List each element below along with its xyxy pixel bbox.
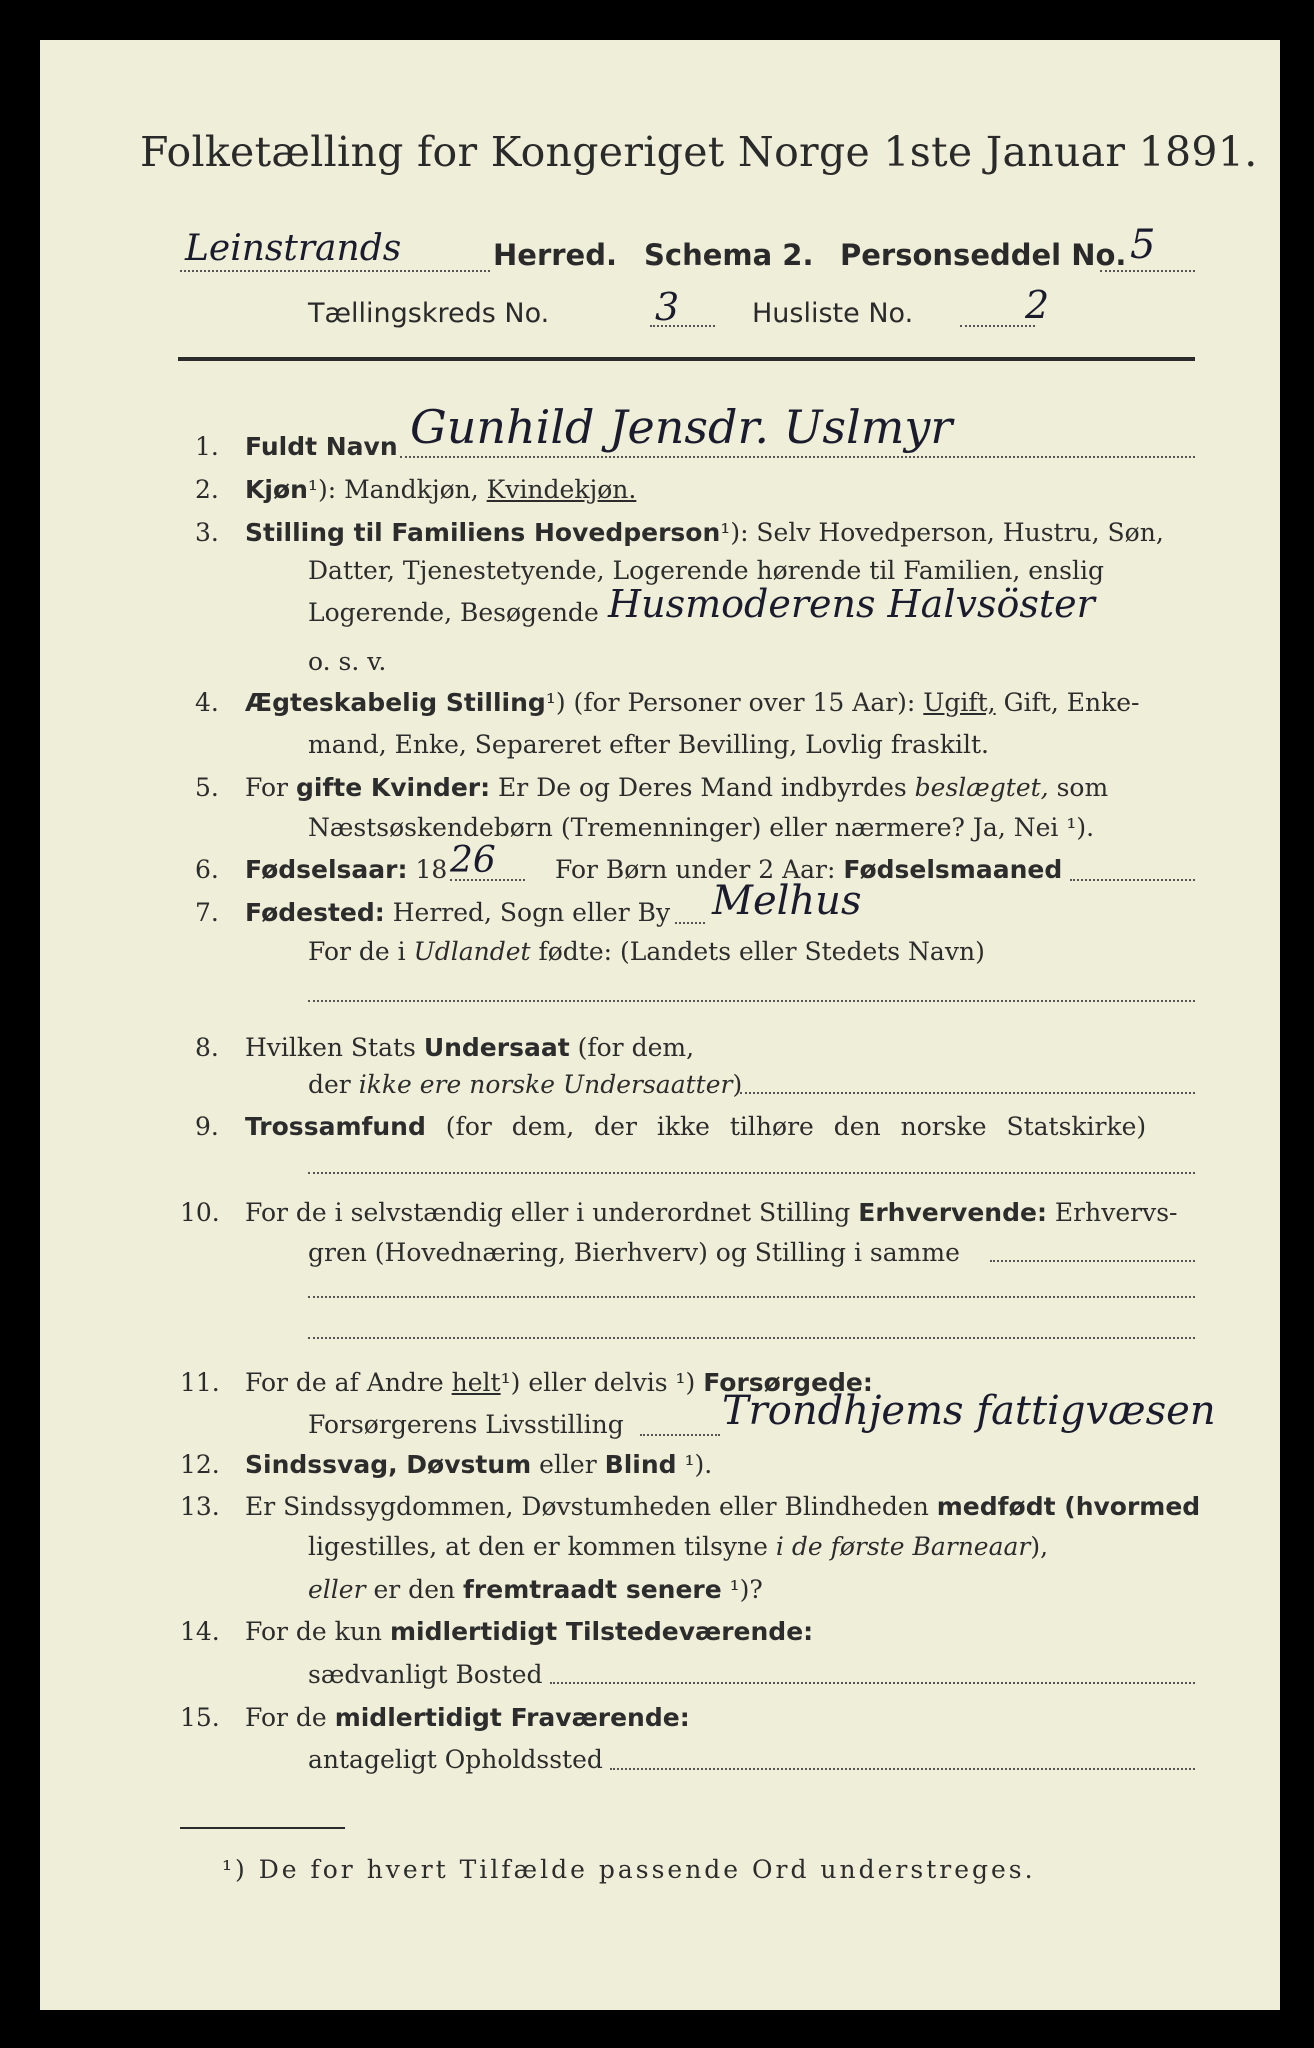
full-name-value: Gunhild Jensdr. Uslmyr	[410, 400, 953, 454]
family-position-line1: Stilling til Familiens Hovedperson¹): Selv Hovedperson, Hustru, Søn,	[245, 518, 1164, 547]
temporary-present-line1: For de kun midlertidigt Tilstedeværende:	[245, 1617, 814, 1646]
citizenship-line1: Hvilken Stats Undersaat (for dem,	[245, 1033, 695, 1062]
item-number: 8.	[195, 1033, 219, 1062]
marital-unmarried-option: Ugift,	[923, 688, 996, 717]
disability-onset-line1: Er Sindssygdommen, Døvstumheden eller Blindheden medfødt (hvormed	[245, 1492, 1201, 1521]
item-number: 1.	[195, 432, 219, 461]
footnote-divider	[180, 1827, 345, 1829]
item-number: 6.	[195, 855, 219, 884]
item-number: 10.	[180, 1198, 220, 1227]
item-number: 3.	[195, 518, 219, 547]
citizenship-line2: der ikke ere norske Undersaatter)	[308, 1070, 743, 1099]
marital-status-line1: Ægteskabelig Stilling¹) (for Personer over 15 Aar): Ugift, Gift, Enke-	[245, 688, 1140, 717]
husliste-value: 2	[1025, 283, 1050, 327]
occupation-line2: gren (Hovednæring, Bierhverv) og Stilling i samme	[308, 1238, 960, 1267]
married-women-line2: Næstsøskendebørn (Tremenninger) eller nærmere? Ja, Nei ¹).	[308, 813, 1095, 842]
birth-year-line: Fødselsaar: 18	[245, 855, 448, 884]
schema-label: Schema 2.	[644, 238, 814, 272]
item-number: 13.	[180, 1492, 220, 1521]
personseddel-value: 5	[1130, 222, 1156, 268]
gender-female-option: Kvindekjøn.	[486, 475, 637, 504]
birth-year-value: 26	[450, 840, 496, 881]
birthplace-line2: For de i Udlandet fødte: (Landets eller Stedets Navn)	[308, 937, 985, 966]
full-name-label: Fuldt Navn	[245, 432, 398, 461]
herred-label: Herred.	[493, 238, 617, 272]
temporary-absent-line2: antageligt Opholdssted	[308, 1745, 603, 1774]
header-divider	[178, 357, 1195, 361]
birthplace-value: Melhus	[712, 878, 862, 924]
taellingskreds-value: 3	[655, 285, 680, 329]
gender-line: Kjøn¹): Mandkjøn, Kvindekjøn.	[245, 475, 637, 504]
family-position-line3: Logerende, Besøgende	[308, 598, 599, 627]
disability-onset-line2: ligestilles, at den er kommen tilsyne i de første Barneaar),	[308, 1532, 1049, 1561]
footnote: ¹) De for hvert Tilfælde passende Ord understreges.	[222, 1855, 1036, 1884]
religion-line: Trossamfund (for dem, der ikke tilhøre den norske Statskirke)	[245, 1112, 1147, 1141]
item-number: 15.	[180, 1703, 220, 1732]
item-number: 9.	[195, 1112, 219, 1141]
item-number: 12.	[180, 1450, 220, 1479]
item-number: 7.	[195, 898, 219, 927]
personseddel-label: Personseddel No.	[840, 238, 1127, 272]
temporary-present-line2: sædvanligt Bosted	[308, 1660, 543, 1689]
form-title: Folketælling for Kongeriget Norge 1ste Januar 1891.	[140, 128, 1258, 176]
item-number: 2.	[195, 475, 219, 504]
occupation-line1: For de i selvstændig eller i underordnet Stilling Erhvervende: Erhvervs-	[245, 1198, 1178, 1227]
dependent-full-option: helt	[451, 1368, 501, 1397]
family-position-value: Husmoderens Halvsöster	[608, 582, 1095, 626]
item-number: 4.	[195, 688, 219, 717]
item-number: 14.	[180, 1617, 220, 1646]
family-position-line2: Datter, Tjenestetyende, Logerende hørende til Familien, enslig	[308, 556, 1105, 585]
provider-value: Trondhjems fattigvæsen	[722, 1388, 1216, 1434]
item-number: 11.	[180, 1368, 220, 1397]
birth-month-label: For Børn under 2 Aar: Fødselsmaaned	[555, 855, 1063, 884]
marital-status-line2: mand, Enke, Separeret efter Bevilling, Lovlig fraskilt.	[308, 730, 989, 759]
birthplace-line1: Fødested: Herred, Sogn eller By	[245, 898, 671, 927]
herred-value: Leinstrands	[185, 228, 402, 269]
temporary-absent-line1: For de midlertidigt Fraværende:	[245, 1703, 690, 1732]
taellingskreds-label: Tællingskreds No.	[308, 298, 550, 329]
married-women-line1: For gifte Kvinder: Er De og Deres Mand indbyrdes beslægtet, som	[245, 773, 1109, 802]
disability-line: Sindssvag, Døvstum eller Blind ¹).	[245, 1450, 713, 1479]
dependents-line1: For de af Andre helt¹) eller delvis ¹) Forsørgede:	[245, 1368, 873, 1397]
disability-onset-line3: eller er den fremtraadt senere ¹)?	[308, 1575, 763, 1604]
dependents-line2: Forsørgerens Livsstilling	[308, 1410, 624, 1439]
husliste-label: Husliste No.	[752, 298, 914, 329]
item-number: 5.	[195, 773, 219, 802]
family-position-line4: o. s. v.	[308, 647, 387, 676]
